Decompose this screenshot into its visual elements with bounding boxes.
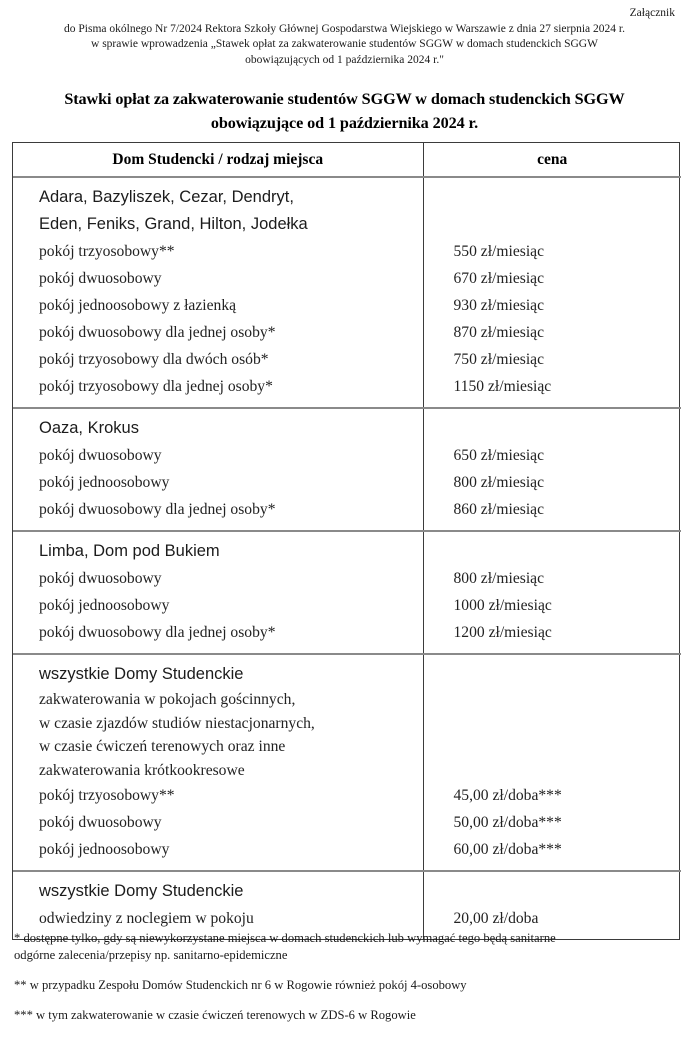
section-names-cell <box>13 177 423 408</box>
section-description-line: zakwaterowania w pokojach gościnnych, <box>39 691 296 708</box>
room-type-label: pokój trzyosobowy dla dwóch osób* <box>39 351 269 368</box>
room-type-label: pokój jednoosobowy <box>39 841 170 858</box>
dorm-group-name: Eden, Feniks, Grand, Hilton, Jodełka <box>39 215 308 233</box>
section-prices-cell <box>423 531 681 654</box>
section-prices-cell <box>423 408 681 531</box>
column-header-dorm: Dom Studencki / rodzaj miejsca <box>13 143 423 177</box>
dorm-group-name: wszystkie Domy Studenckie <box>39 882 244 900</box>
room-type-label: pokój dwuosobowy dla jednej osoby* <box>39 624 276 641</box>
section-names-cell <box>13 531 423 654</box>
price-value: 800 zł/miesiąc <box>453 474 545 491</box>
room-type-label: pokój dwuosobowy <box>39 270 162 287</box>
section-prices-cell <box>423 177 681 408</box>
section-names-cell <box>13 871 423 939</box>
table-row <box>13 177 681 408</box>
price-value: 650 zł/miesiąc <box>453 447 545 464</box>
rates-table <box>12 142 680 940</box>
footnotes <box>14 930 675 1037</box>
footnote-line: *** w tym zakwaterowanie w czasie ćwiczeń terenowych w ZDS-6 w Rogowie <box>14 1008 416 1022</box>
room-type-label: pokój jednoosobowy z łazienką <box>39 297 237 314</box>
price-value: 670 zł/miesiąc <box>453 270 545 287</box>
table-row <box>13 871 681 939</box>
annex-header-line-3: w sprawie wprowadzenia „Stawek opłat za zakwaterowanie studentów SGGW w domach studenckich SGGW <box>91 38 598 50</box>
section-prices-cell <box>423 871 681 939</box>
room-type-label: pokój dwuosobowy <box>39 447 162 464</box>
price-value: 860 zł/miesiąc <box>453 501 545 518</box>
price-value: 800 zł/miesiąc <box>453 570 545 587</box>
page-title <box>18 87 671 135</box>
dorm-group-name: Limba, Dom pod Bukiem <box>39 542 220 560</box>
room-type-label: pokój dwuosobowy dla jednej osoby* <box>39 324 276 341</box>
dorm-group-name: wszystkie Domy Studenckie <box>39 665 244 683</box>
footnote-single-asterisk <box>14 930 675 964</box>
price-value: 45,00 zł/doba*** <box>453 787 562 804</box>
price-value: 1150 zł/miesiąc <box>453 378 552 395</box>
section-names-cell <box>13 654 423 871</box>
page-title-line-1: Stawki opłat za zakwaterowanie studentów SGGW w domach studenckich SGGW <box>64 90 625 108</box>
footnote-line: ** w przypadku Zespołu Domów Studenckich nr 6 w Rogowie również pokój 4-osobowy <box>14 978 467 992</box>
room-type-label: pokój jednoosobowy <box>39 597 170 614</box>
section-prices-cell <box>423 654 681 871</box>
room-type-label: pokój dwuosobowy <box>39 814 162 831</box>
footnote-line: * dostępne tylko, gdy są niewykorzystane miejsca w domach studenckich lub wymagać tego będą sanitarne <box>14 931 556 945</box>
room-type-label: pokój trzyosobowy** <box>39 243 175 260</box>
annex-header <box>0 0 689 68</box>
footnote-triple-asterisk <box>14 1007 675 1024</box>
annex-header-line-4: obowiązujących od 1 października 2024 r." <box>245 53 444 66</box>
dorm-group-name: Oaza, Krokus <box>39 419 139 437</box>
section-names-cell <box>13 408 423 531</box>
annex-header-line-1: Załącznik <box>629 7 675 19</box>
price-value: 750 zł/miesiąc <box>453 351 545 368</box>
price-value: 1200 zł/miesiąc <box>453 624 552 641</box>
room-type-label: pokój dwuosobowy dla jednej osoby* <box>39 501 276 518</box>
price-value: 930 zł/miesiąc <box>453 297 545 314</box>
price-value: 50,00 zł/doba*** <box>453 814 562 831</box>
table-row <box>13 654 681 871</box>
annex-header-line-2: do Pisma okólnego Nr 7/2024 Rektora Szkoły Głównej Gospodarstwa Wiejskiego w Warszawie z dnia 27 sierpnia 2024 r. <box>64 22 625 35</box>
dorm-group-name: Adara, Bazyliszek, Cezar, Dendryt, <box>39 188 294 206</box>
price-value: 550 zł/miesiąc <box>453 243 545 260</box>
price-value: 870 zł/miesiąc <box>453 324 545 341</box>
section-description-line: w czasie ćwiczeń terenowych oraz inne <box>39 738 286 755</box>
footnote-double-asterisk <box>14 977 675 994</box>
table-row <box>13 531 681 654</box>
room-type-label: pokój dwuosobowy <box>39 570 162 587</box>
room-type-label: pokój trzyosobowy dla jednej osoby* <box>39 378 273 395</box>
price-value: 60,00 zł/doba*** <box>453 841 562 858</box>
table-row <box>13 408 681 531</box>
room-type-label: pokój jednoosobowy <box>39 474 170 491</box>
section-description-line: w czasie zjazdów studiów niestacjonarnych, <box>39 714 315 732</box>
price-value: 1000 zł/miesiąc <box>453 597 552 614</box>
section-description-line: zakwaterowania krótkookresowe <box>39 761 245 779</box>
price-value: 20,00 zł/doba <box>453 910 539 927</box>
footnote-line: odgórne zalecenia/przepisy np. sanitarno-epidemiczne <box>14 948 288 962</box>
column-header-price: cena <box>423 143 681 177</box>
section-description <box>13 688 423 782</box>
table-header-row <box>13 143 681 177</box>
page-title-line-2: obowiązujące od 1 października 2024 r. <box>210 114 479 132</box>
room-type-label: pokój trzyosobowy** <box>39 787 175 804</box>
room-type-label: odwiedziny z noclegiem w pokoju <box>39 910 254 927</box>
